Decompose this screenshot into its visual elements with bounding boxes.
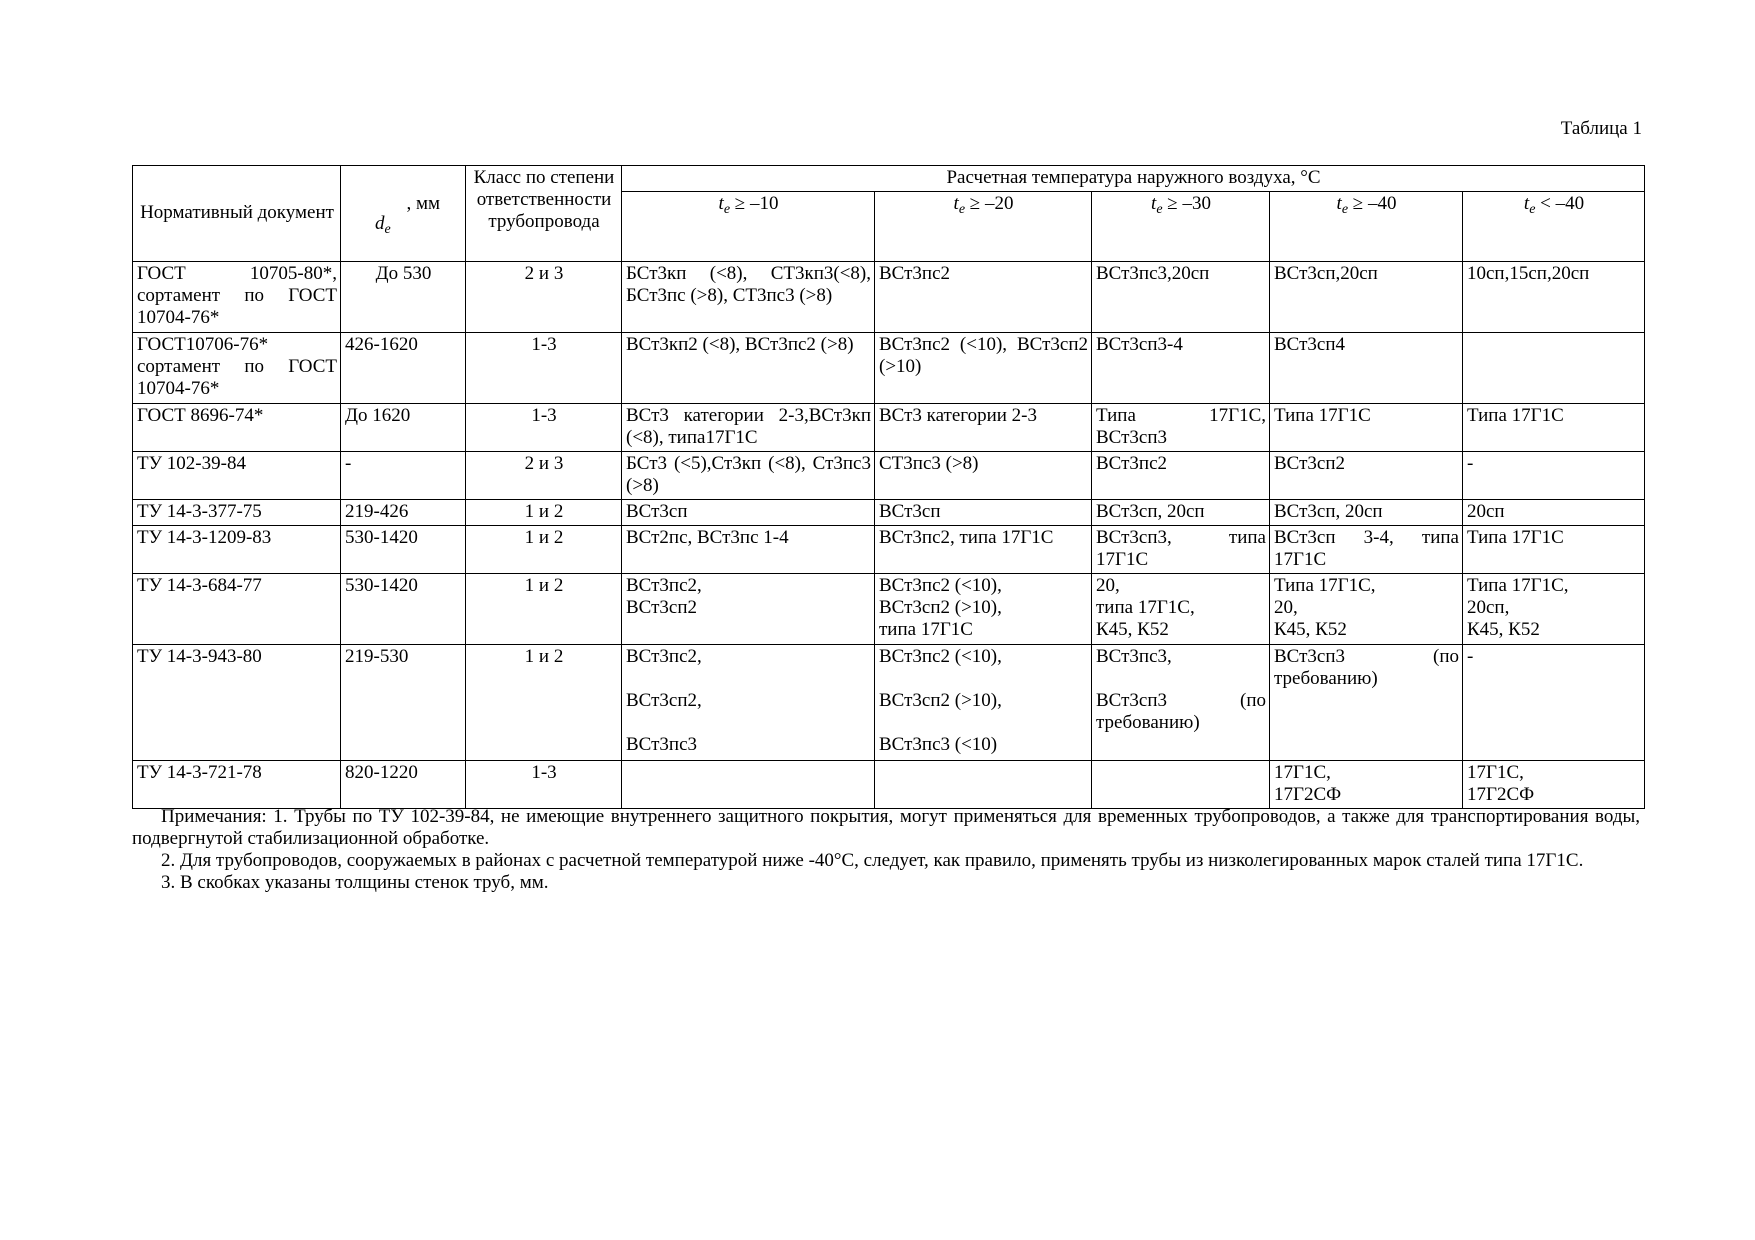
cell-steel: 10сп,15сп,20сп bbox=[1463, 262, 1645, 333]
cell-steel: 20, типа 17Г1С, К45, К52 bbox=[1092, 574, 1270, 645]
cell-steel: ВСт3пс2, ВСт3сп2 bbox=[622, 574, 875, 645]
cell-steel: 17Г1С, 17Г2СФ bbox=[1270, 761, 1463, 809]
cell-steel: Типа 17Г1С, ВСт3сп3 bbox=[1092, 404, 1270, 452]
cell-de: 530-1420 bbox=[341, 526, 466, 574]
cell-de: 219-530 bbox=[341, 645, 466, 761]
cell-de: До 1620 bbox=[341, 404, 466, 452]
cell-doc: ГОСТ10706-76* сортамент по ГОСТ 10704-76* bbox=[133, 333, 341, 404]
cell-class: 1 и 2 bbox=[466, 526, 622, 574]
table-label: Таблица 1 bbox=[1560, 118, 1642, 139]
cell-steel: - bbox=[1463, 452, 1645, 500]
cell-steel: ВСт3пс2 (<10), ВСт3сп2 (>10) bbox=[875, 333, 1092, 404]
cell-steel: ВСт3сп3 (по требованию) bbox=[1270, 645, 1463, 761]
cell-class: 1-3 bbox=[466, 761, 622, 809]
cell-doc: ГОСТ 10705-80*, сортамент по ГОСТ 10704-76* bbox=[133, 262, 341, 333]
cell-class: 2 и 3 bbox=[466, 262, 622, 333]
cell-doc: ТУ 14-3-721-78 bbox=[133, 761, 341, 809]
table-notes bbox=[132, 806, 1640, 894]
cell-steel: ВСт3пс3, ВСт3сп3 (по требованию) bbox=[1092, 645, 1270, 761]
cell-steel: ВСт3 категории 2-3,ВСт3кп (<8), типа17Г1С bbox=[622, 404, 875, 452]
cell-steel: ВСт3 категории 2-3 bbox=[875, 404, 1092, 452]
cell-de: 530-1420 bbox=[341, 574, 466, 645]
cell-steel: ВСт3сп, 20сп bbox=[1092, 500, 1270, 526]
cell-steel: 20сп bbox=[1463, 500, 1645, 526]
table-row bbox=[133, 761, 1645, 809]
table-row bbox=[133, 574, 1645, 645]
note-1: Примечания: 1. Трубы по ТУ 102-39-84, не имеющие внутреннего защитного покрытия, могут применяться для временных трубопроводов, а также для транспортирования воды, подвергнутой стабилизационной обработке. bbox=[132, 806, 1640, 849]
cell-class: 1 и 2 bbox=[466, 645, 622, 761]
cell-steel: ВСт3сп bbox=[622, 500, 875, 526]
cell-steel: ВСт3сп, 20сп bbox=[1270, 500, 1463, 526]
table-row bbox=[133, 526, 1645, 574]
table-row bbox=[133, 500, 1645, 526]
cell-steel: ВСт3пс2 (<10), ВСт3сп2 (>10), типа 17Г1С bbox=[875, 574, 1092, 645]
cell-steel: СТ3пс3 (>8) bbox=[875, 452, 1092, 500]
cell-doc: ГОСТ 8696-74* bbox=[133, 404, 341, 452]
cell-steel: Типа 17Г1С bbox=[1270, 404, 1463, 452]
cell-steel: ВСт3пс2 bbox=[875, 262, 1092, 333]
header-temp-col: $t_e < -40$ bbox=[1463, 192, 1645, 262]
cell-doc: ТУ 14-3-1209-83 bbox=[133, 526, 341, 574]
note-3: 3. В скобках указаны толщины стенок труб, мм. bbox=[161, 872, 549, 893]
cell-doc: ТУ 14-3-684-77 bbox=[133, 574, 341, 645]
header-doc: Нормативный документ bbox=[133, 166, 341, 262]
table-row bbox=[133, 645, 1645, 761]
cell-steel: ВСт3пс2 (<10), ВСт3сп2 (>10), ВСт3пс3 (<10) bbox=[875, 645, 1092, 761]
table-row bbox=[133, 333, 1645, 404]
cell-steel: ВСт3пс2 bbox=[1092, 452, 1270, 500]
cell-steel: ВСт3кп2 (<8), ВСт3пс2 (>8) bbox=[622, 333, 875, 404]
cell-steel: ВСт3пс3,20сп bbox=[1092, 262, 1270, 333]
cell-steel bbox=[622, 761, 875, 809]
header-temp-group: Расчетная температура наружного воздуха, °С bbox=[622, 166, 1645, 192]
header-de-unit: , мм bbox=[406, 193, 440, 214]
header-temp-col: $t_e \ge -20$ bbox=[875, 192, 1092, 262]
cell-steel bbox=[1092, 761, 1270, 809]
cell-doc: ТУ 102-39-84 bbox=[133, 452, 341, 500]
cell-steel bbox=[1463, 333, 1645, 404]
table-row bbox=[133, 404, 1645, 452]
cell-doc: ТУ 14-3-943-80 bbox=[133, 645, 341, 761]
cell-de: До 530 bbox=[341, 262, 466, 333]
cell-class: 1-3 bbox=[466, 333, 622, 404]
cell-de: - bbox=[341, 452, 466, 500]
cell-steel: 17Г1С, 17Г2СФ bbox=[1463, 761, 1645, 809]
pipe-steel-table bbox=[132, 165, 1645, 809]
cell-steel: ВСт3сп bbox=[875, 500, 1092, 526]
cell-steel: ВСт3сп,20сп bbox=[1270, 262, 1463, 333]
cell-steel: - bbox=[1463, 645, 1645, 761]
cell-doc: ТУ 14-3-377-75 bbox=[133, 500, 341, 526]
cell-de: 219-426 bbox=[341, 500, 466, 526]
cell-steel: ВСт3сп 3-4, типа 17Г1С bbox=[1270, 526, 1463, 574]
table-row bbox=[133, 262, 1645, 333]
note-2: 2. Для трубопроводов, сооружаемых в районах с расчетной температурой ниже -40°С, следует, как правило, применять трубы из низколегированных марок сталей типа 17Г1С. bbox=[161, 850, 1584, 871]
cell-steel: ВСт3сп2 bbox=[1270, 452, 1463, 500]
cell-steel: ВСт2пс, ВСт3пс 1-4 bbox=[622, 526, 875, 574]
cell-class: 1 и 2 bbox=[466, 500, 622, 526]
table-row bbox=[133, 452, 1645, 500]
header-de bbox=[341, 166, 466, 262]
cell-class: 2 и 3 bbox=[466, 452, 622, 500]
header-temp-col: $t_e \ge -10$ bbox=[622, 192, 875, 262]
cell-class: 1 и 2 bbox=[466, 574, 622, 645]
cell-steel: БСт3кп (<8), СТ3кп3(<8), БСт3пс (>8), СТ3пс3 (>8) bbox=[622, 262, 875, 333]
cell-steel: БСт3 (<5),Ст3кп (<8), Ст3пс3 (>8) bbox=[622, 452, 875, 500]
cell-steel: Типа 17Г1С bbox=[1463, 404, 1645, 452]
cell-de: 820-1220 bbox=[341, 761, 466, 809]
cell-steel: ВСт3сп4 bbox=[1270, 333, 1463, 404]
cell-steel bbox=[875, 761, 1092, 809]
cell-de: 426-1620 bbox=[341, 333, 466, 404]
header-temp-col: $t_e \ge -30$ bbox=[1092, 192, 1270, 262]
cell-class: 1-3 bbox=[466, 404, 622, 452]
header-de-symbol: $d_e$ bbox=[375, 213, 391, 237]
cell-steel: ВСт3сп3, типа 17Г1С bbox=[1092, 526, 1270, 574]
header-class: Класс по степени ответственности трубопровода bbox=[466, 166, 622, 262]
cell-steel: Типа 17Г1С bbox=[1463, 526, 1645, 574]
header-temp-col: $t_e \ge -40$ bbox=[1270, 192, 1463, 262]
cell-steel: ВСт3сп3-4 bbox=[1092, 333, 1270, 404]
cell-steel: Типа 17Г1С, 20, К45, К52 bbox=[1270, 574, 1463, 645]
cell-steel: ВСт3пс2, типа 17Г1С bbox=[875, 526, 1092, 574]
cell-steel: ВСт3пс2, ВСт3сп2, ВСт3пс3 bbox=[622, 645, 875, 761]
cell-steel: Типа 17Г1С, 20сп, К45, К52 bbox=[1463, 574, 1645, 645]
